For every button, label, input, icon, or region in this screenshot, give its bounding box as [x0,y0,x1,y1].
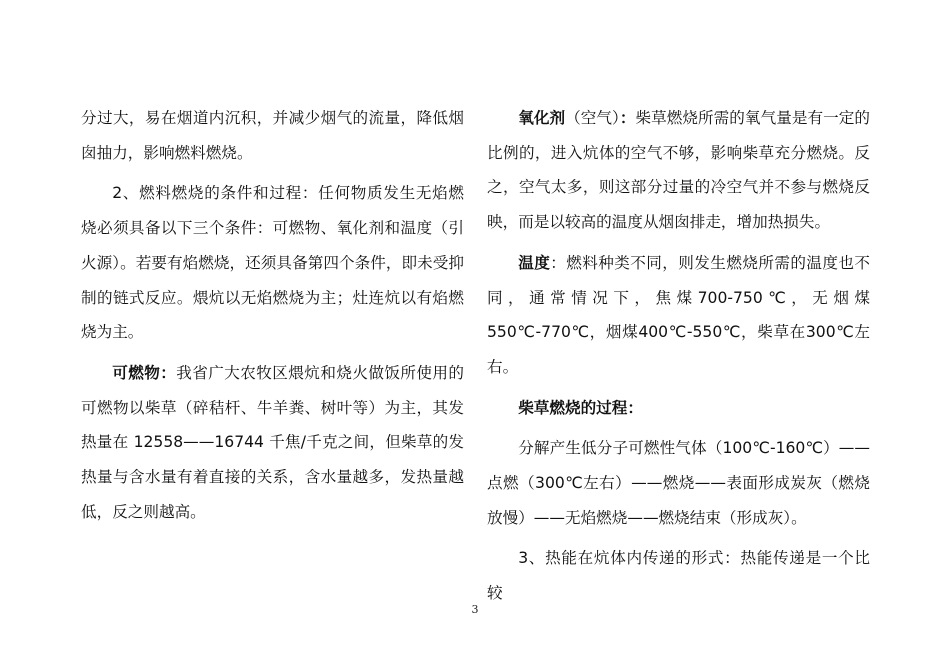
paragraph-text: （空气） [565,109,620,127]
bold-heading: 氧化剂 [518,109,566,127]
paragraph-text: 2、燃料燃烧的条件和过程：任何物质发生无焰燃烧必须具备以下三个条件：可燃物、氧化剂和温度（引火源）。若要有焰燃烧，还须具备第四个条件，即未受抑制的链式反应。煨炕以无焰燃烧为主；灶连炕以有焰燃烧为主。 [81,184,464,342]
paragraph-text: 分解产生低分子可燃性气体（100℃-160℃）——点燃（300℃左右）——燃烧——表面形成炭灰（燃烧放慢）——无焰燃烧——燃烧结束（形成灰）。 [487,439,870,527]
bold-heading: 柴草燃烧的过程： [518,398,643,417]
left-column [81,101,464,535]
paragraph [487,246,870,385]
paragraph [81,101,464,170]
paragraph [487,431,870,535]
bold-heading: 可燃物： [112,363,177,382]
paragraph [81,356,464,530]
paragraph-text: 3、热能在炕体内传递的形式：热能传递是一个比较 [487,549,870,603]
paragraph [487,101,870,240]
paragraph [487,391,870,426]
paragraph [487,541,870,610]
bold-heading: 温度 [518,253,551,272]
page-number: 3 [471,603,479,616]
paragraph [81,176,464,350]
paragraph-text: 我省广大农牧区煨炕和烧火做饭所使用的可燃物以柴草（碎秸杆、牛羊粪、树叶等）为主，其发热量在 12558——16744 千焦/千克之间，但柴草的发热量与含水量有着直接的关系，含水量越多，发热量越低，反之则越高。 [81,363,464,521]
right-column [487,101,870,617]
bold-colon: ： [619,109,636,127]
paragraph-text: 柴草燃烧所需的氧气量是有一定的比例的，进入炕体的空气不够，影响柴草充分燃烧。反之，空气太多，则这部分过量的冷空气并不参与燃烧反映，而是以较高的温度从烟囱排走，增加热损失。 [487,109,870,232]
paragraph-text: ：燃料种类不同，则发生燃烧所需的温度也不同，通常情况下，焦煤700-750℃，无烟煤550℃-770℃，烟煤400℃-550℃，柴草在300℃左右。 [487,253,870,376]
paragraph-text: 分过大，易在烟道内沉积，并减少烟气的流量，降低烟囱抽力，影响燃料燃烧。 [81,109,464,162]
